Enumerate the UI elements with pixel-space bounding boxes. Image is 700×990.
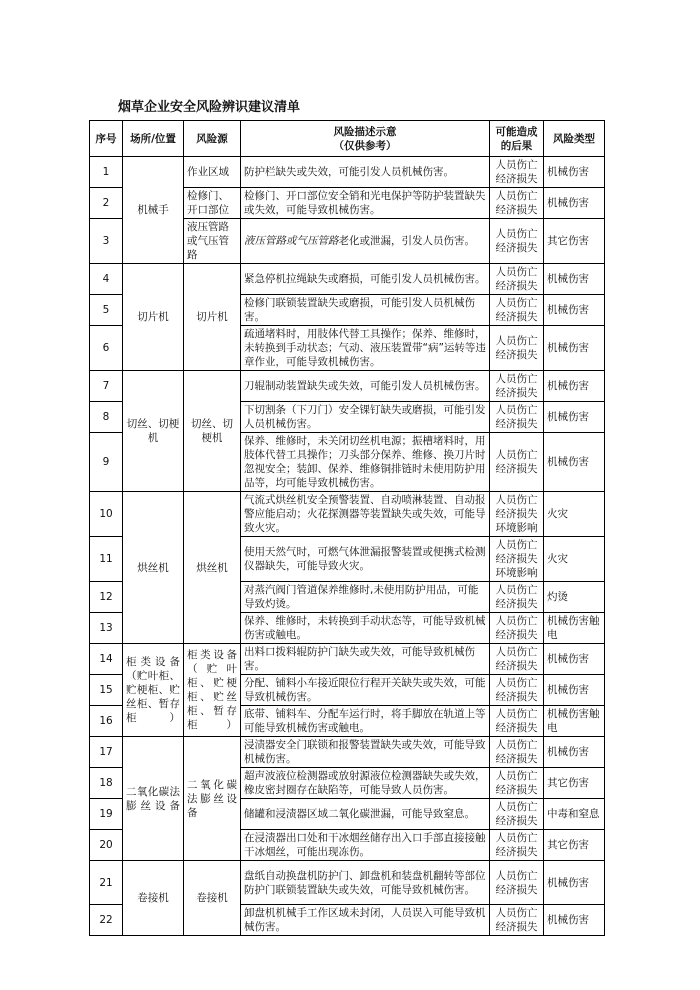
- type-cell: 机械伤害: [544, 402, 605, 433]
- source-cell: 二氧化碳法膨丝设备: [184, 737, 241, 861]
- result-cell: 人员伤亡经济损失: [490, 799, 544, 830]
- result-cell: 人员伤亡经济损失: [490, 433, 544, 492]
- desc-cell: 在浸渍器出口处和干冰烟丝储存出入口手部直接接触干冰烟丝，可能出现冻伤。: [241, 830, 490, 861]
- table-row: [90, 157, 605, 188]
- type-cell: 机械伤害: [544, 433, 605, 492]
- header-no: 序号: [90, 121, 123, 157]
- table-row: [90, 737, 605, 768]
- result-cell: 人员伤亡经济损失: [490, 157, 544, 188]
- risk-table: [89, 120, 605, 936]
- result-cell: 人员伤亡经济损失: [490, 905, 544, 936]
- desc-cell: 检修门联锁装置缺失或磨损，可能引发人员机械伤害。: [241, 295, 490, 326]
- row-no: 3: [90, 219, 123, 264]
- table-row: [90, 371, 605, 402]
- type-cell: 机械伤害触电: [544, 706, 605, 737]
- row-no: 4: [90, 264, 123, 295]
- type-cell: 机械伤害: [544, 157, 605, 188]
- desc-cell: [241, 219, 490, 264]
- desc-cell: 分配、铺料小车接近限位行程开关缺失或失效，可能导致机械伤害。: [241, 675, 490, 706]
- row-no: 2: [90, 188, 123, 219]
- row-no: 18: [90, 768, 123, 799]
- row-no: 15: [90, 675, 123, 706]
- header-desc-sub: （仅供参考）: [333, 139, 397, 152]
- desc-cell: 浸渍器安全门联锁和报警装置缺失或失效，可能导致机械伤害。: [241, 737, 490, 768]
- type-cell: 机械伤害: [544, 326, 605, 371]
- result-cell: 人员伤亡经济损失: [490, 219, 544, 264]
- desc-cell: 紧急停机拉绳缺失或磨损，可能引发人员机械伤害。: [241, 264, 490, 295]
- type-cell: 机械伤害: [544, 675, 605, 706]
- desc-cell: 超声波液位检测器或放射源液位检测器缺失或失效，橡皮密封圈存在缺陷等，可能导致人员伤害。: [241, 768, 490, 799]
- desc-cell: 刀辊制动装置缺失或失效，可能引发人员机械伤害。: [241, 371, 490, 402]
- source-cell: 作业区域: [184, 157, 241, 188]
- desc-normal-part: 老化或泄漏，引发人员伤害。: [338, 235, 475, 247]
- desc-cell: 检修门、开口部位安全销和光电保护等防护装置缺失或失效，可能导致机械伤害。: [241, 188, 490, 219]
- row-no: 6: [90, 326, 123, 371]
- result-cell: 人员伤亡经济损失: [490, 326, 544, 371]
- desc-cell: 盘纸自动换盘机防护门、卸盘机和装盘机翻转等部位防护门联锁装置缺失或失效，可能导致机械伤害。: [241, 861, 490, 905]
- row-no: 20: [90, 830, 123, 861]
- place-cell: 柜类设备（贮叶柜、贮梗柜、贮丝柜、暂存柜）: [123, 644, 184, 737]
- result-cell: 人员伤亡经济损失: [490, 644, 544, 675]
- result-cell: 人员伤亡经济损失: [490, 371, 544, 402]
- type-cell: 灼烫: [544, 582, 605, 613]
- row-no: 14: [90, 644, 123, 675]
- type-cell: 机械伤害触电: [544, 613, 605, 644]
- type-cell: 机械伤害: [544, 644, 605, 675]
- row-no: 22: [90, 905, 123, 936]
- desc-cell: 使用天然气时，可燃气体泄漏报警装置或便携式检测仪器缺失，可能导致火灾。: [241, 537, 490, 582]
- desc-cell: 对蒸汽阀门管道保养维修时,未使用防护用品，可能导致灼烫。: [241, 582, 490, 613]
- type-cell: 机械伤害: [544, 861, 605, 905]
- desc-cell: 下切割条（下刀门）安全锞钉缺失或磨损，可能引发人员机械伤害。: [241, 402, 490, 433]
- table-row: [90, 264, 605, 295]
- desc-cell: 疏通堵料时，用肢体代替工具操作；保养、维修时，未转换到手动状态；气动、液压装置带“病”运转等违章作业，可能导致机械伤害。: [241, 326, 490, 371]
- result-cell: 人员伤亡经济损失: [490, 861, 544, 905]
- result-cell: 人员伤亡经济损失: [490, 706, 544, 737]
- type-cell: 机械伤害: [544, 264, 605, 295]
- result-cell: 人员伤亡经济损失: [490, 675, 544, 706]
- source-cell: 检修门、开口部位: [184, 188, 241, 219]
- result-cell: 人员伤亡经济损失: [490, 402, 544, 433]
- result-cell: 人员伤亡经济损失环境影响: [490, 537, 544, 582]
- source-cell: 烘丝机: [184, 492, 241, 644]
- desc-cell: 防护栏缺失或失效，可能引发人员机械伤害。: [241, 157, 490, 188]
- header-place: 场所/位置: [123, 121, 184, 157]
- result-cell: 人员伤亡经济损失: [490, 737, 544, 768]
- header-desc: [241, 121, 490, 157]
- result-cell: 人员伤亡经济损失: [490, 582, 544, 613]
- header-result: 可能造成的后果: [490, 121, 544, 157]
- type-cell: 其它伤害: [544, 768, 605, 799]
- place-cell: 烘丝机: [123, 492, 184, 644]
- header-desc-main: 风险描述示意: [333, 125, 397, 138]
- result-cell: 人员伤亡经济损失: [490, 613, 544, 644]
- result-cell: 人员伤亡经济损失环境影响: [490, 492, 544, 537]
- row-no: 9: [90, 433, 123, 492]
- place-cell: 二氧化碳法膨丝设备: [123, 737, 184, 861]
- desc-italic-part: 液压管路或气压管路: [244, 235, 339, 247]
- desc-cell: 保养、维修时，未关闭切丝机电源；振槽堵料时，用肢体代替工具操作；刀头部分保养、维修、换刀片时忽视安全；装卸、保养、维修铜排链时未使用防护用品等，均可能导致机械伤害。: [241, 433, 490, 492]
- row-no: 21: [90, 861, 123, 905]
- source-cell: 卷接机: [184, 861, 241, 936]
- page-title: 烟草企业安全风险辨识建议清单: [118, 100, 301, 115]
- row-no: 11: [90, 537, 123, 582]
- place-cell: 切丝、切梗机: [123, 371, 184, 492]
- result-cell: 人员伤亡经济损失: [490, 264, 544, 295]
- row-no: 8: [90, 402, 123, 433]
- row-no: 1: [90, 157, 123, 188]
- type-cell: 其它伤害: [544, 830, 605, 861]
- result-cell: 人员伤亡经济损失: [490, 830, 544, 861]
- table-header-row: [90, 121, 605, 157]
- desc-cell: 底带、铺料车、分配车运行时，将手脚放在轨道上等可能导致机械伤害或触电。: [241, 706, 490, 737]
- result-cell: 人员伤亡经济损失: [490, 295, 544, 326]
- table-row: [90, 861, 605, 905]
- header-source: 风险源: [184, 121, 241, 157]
- source-cell: 液压管路或气压管路: [184, 219, 241, 264]
- type-cell: 机械伤害: [544, 295, 605, 326]
- row-no: 19: [90, 799, 123, 830]
- type-cell: 其它伤害: [544, 219, 605, 264]
- result-cell: 人员伤亡经济损失: [490, 768, 544, 799]
- source-cell: 切丝、切梗机: [184, 371, 241, 492]
- type-cell: 火灾: [544, 492, 605, 537]
- table-row: [90, 644, 605, 675]
- place-cell: 机械手: [123, 157, 184, 264]
- source-cell: 切片机: [184, 264, 241, 371]
- result-cell: 人员伤亡经济损失: [490, 188, 544, 219]
- row-no: 12: [90, 582, 123, 613]
- place-cell: 切片机: [123, 264, 184, 371]
- row-no: 13: [90, 613, 123, 644]
- table-row: [90, 492, 605, 537]
- place-cell: 卷接机: [123, 861, 184, 936]
- desc-cell: 保养、维修时，未转换到手动状态等，可能导致机械伤害或触电。: [241, 613, 490, 644]
- desc-cell: 卸盘机机械手工作区域未封闭，人员误入可能导致机械伤害。: [241, 905, 490, 936]
- type-cell: 中毒和窒息: [544, 799, 605, 830]
- desc-cell: 气流式烘丝机安全预警装置、自动喷淋装置、自动报警应能启动；火花探测器等装置缺失或失效，可能导致火灾。: [241, 492, 490, 537]
- row-no: 5: [90, 295, 123, 326]
- type-cell: 机械伤害: [544, 371, 605, 402]
- source-cell: 柜类设备（贮叶柜、贮梗柜、贮丝柜、暂存柜）: [184, 644, 241, 737]
- header-type: 风险类型: [544, 121, 605, 157]
- type-cell: 机械伤害: [544, 188, 605, 219]
- row-no: 7: [90, 371, 123, 402]
- row-no: 16: [90, 706, 123, 737]
- row-no: 17: [90, 737, 123, 768]
- desc-cell: 出料口拨料辊防护门缺失或失效，可能导致机械伤害。: [241, 644, 490, 675]
- type-cell: 机械伤害: [544, 737, 605, 768]
- row-no: 10: [90, 492, 123, 537]
- desc-cell: 储罐和浸渍器区域二氧化碳泄漏，可能导致窒息。: [241, 799, 490, 830]
- type-cell: 机械伤害: [544, 905, 605, 936]
- type-cell: 火灾: [544, 537, 605, 582]
